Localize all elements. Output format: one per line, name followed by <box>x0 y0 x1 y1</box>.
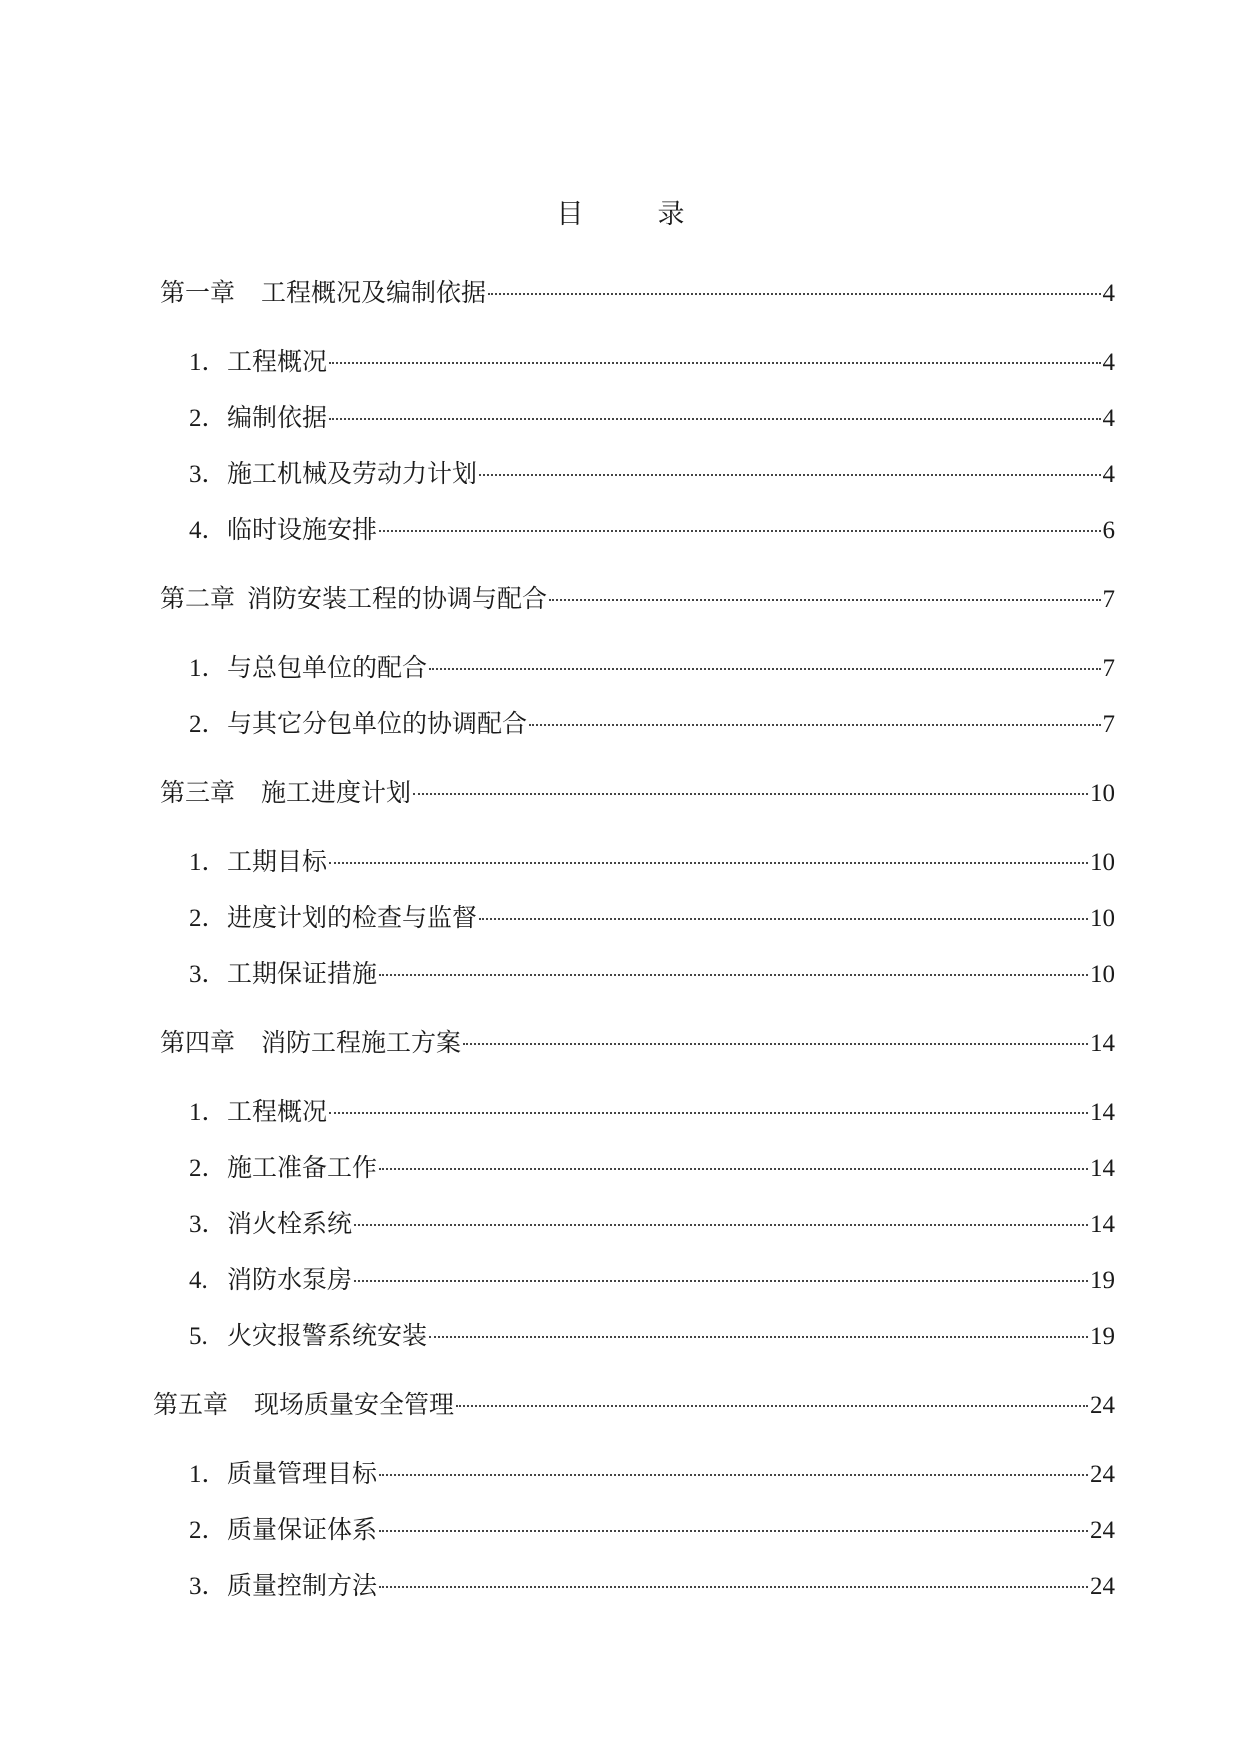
page-number: 14 <box>1090 1211 1115 1238</box>
dot-leader <box>463 1043 1088 1045</box>
section-number: 3． <box>189 461 227 488</box>
toc-title-right: 录 <box>657 199 685 230</box>
page-number: 4 <box>1102 349 1115 376</box>
section-title: 消火栓系统 <box>227 1209 353 1238</box>
dot-leader <box>379 1530 1088 1532</box>
section-title: 工期保证措施 <box>227 959 378 988</box>
page-number: 6 <box>1102 517 1115 544</box>
chapter-title: 现场质量安全管理 <box>254 1390 455 1419</box>
toc-chapter-3[interactable] <box>160 776 1115 810</box>
section-title: 工程概况 <box>227 347 328 376</box>
toc-section-4-1[interactable] <box>189 1095 1115 1129</box>
page-number: 24 <box>1090 1392 1115 1419</box>
chapter-title: 消防工程施工方案 <box>261 1028 462 1057</box>
section-number: 5. <box>189 1323 208 1350</box>
section-number: 2． <box>189 905 227 932</box>
page-number: 7 <box>1102 655 1115 682</box>
page-number: 7 <box>1102 711 1115 738</box>
dot-leader <box>379 1474 1088 1476</box>
chapter-title: 消防安装工程的协调与配合 <box>247 584 548 613</box>
toc-section-1-2[interactable] <box>189 401 1115 435</box>
page-number: 24 <box>1090 1517 1115 1544</box>
section-title: 临时设施安排 <box>227 515 378 544</box>
page-number: 24 <box>1090 1573 1115 1600</box>
toc-chapter-5[interactable] <box>153 1388 1115 1422</box>
page-number: 14 <box>1090 1155 1115 1182</box>
dot-leader <box>529 724 1100 726</box>
toc-section-2-2[interactable] <box>189 707 1115 741</box>
dot-leader <box>329 1112 1088 1114</box>
toc-section-5-3[interactable] <box>189 1569 1115 1603</box>
section-title: 质量控制方法 <box>227 1571 378 1600</box>
toc-section-2-1[interactable] <box>189 651 1115 685</box>
section-number: 2． <box>189 711 227 738</box>
toc-section-1-4[interactable] <box>189 513 1115 547</box>
chapter-title: 施工进度计划 <box>261 778 412 807</box>
page-number: 10 <box>1090 905 1115 932</box>
toc-section-1-1[interactable] <box>189 345 1115 379</box>
dot-leader <box>329 418 1100 420</box>
toc-section-4-3[interactable] <box>189 1207 1115 1241</box>
section-number: 4. <box>189 1267 208 1294</box>
section-title: 施工机械及劳动力计划 <box>227 459 478 488</box>
dot-leader <box>379 530 1100 532</box>
toc-section-3-2[interactable] <box>189 901 1115 935</box>
section-number: 3． <box>189 1573 227 1600</box>
dot-leader <box>379 1168 1088 1170</box>
dot-leader <box>488 293 1100 295</box>
dot-leader <box>456 1405 1088 1407</box>
chapter-number: 第四章 <box>160 1028 236 1057</box>
chapter-number: 第二章 <box>160 584 236 613</box>
dot-leader <box>429 668 1100 670</box>
dot-leader <box>329 862 1088 864</box>
dot-leader <box>429 1336 1088 1338</box>
page-number: 10 <box>1090 849 1115 876</box>
chapter-number: 第五章 <box>153 1390 229 1419</box>
toc-section-4-5[interactable] <box>189 1319 1115 1353</box>
section-number: 4． <box>189 517 227 544</box>
dot-leader <box>354 1280 1088 1282</box>
page-number: 14 <box>1090 1099 1115 1126</box>
page-number: 19 <box>1090 1267 1115 1294</box>
section-title: 工程概况 <box>227 1097 328 1126</box>
toc-section-4-4[interactable] <box>189 1263 1115 1297</box>
section-number: 1． <box>189 1099 227 1126</box>
page-number: 7 <box>1102 586 1115 613</box>
section-title: 编制依据 <box>227 403 328 432</box>
toc-section-5-1[interactable] <box>189 1457 1115 1491</box>
toc-chapter-4[interactable] <box>160 1026 1115 1060</box>
page-number: 10 <box>1090 961 1115 988</box>
toc-section-1-3[interactable] <box>189 457 1115 491</box>
dot-leader <box>549 599 1100 601</box>
section-number: 2． <box>189 405 227 432</box>
section-number: 1． <box>189 849 227 876</box>
page-number: 4 <box>1102 461 1115 488</box>
toc-title <box>0 192 1241 231</box>
toc-section-5-2[interactable] <box>189 1513 1115 1547</box>
page-number: 24 <box>1090 1461 1115 1488</box>
section-number: 1． <box>189 349 227 376</box>
toc-section-3-3[interactable] <box>189 957 1115 991</box>
dot-leader <box>354 1224 1088 1226</box>
section-number: 1． <box>189 655 227 682</box>
section-number: 3． <box>189 961 227 988</box>
page-number: 10 <box>1090 780 1115 807</box>
section-title: 质量管理目标 <box>227 1459 378 1488</box>
toc-title-left: 目 <box>556 199 584 230</box>
dot-leader <box>379 974 1088 976</box>
section-title: 进度计划的检查与监督 <box>227 903 478 932</box>
dot-leader <box>479 918 1088 920</box>
dot-leader <box>413 793 1088 795</box>
toc-section-4-2[interactable] <box>189 1151 1115 1185</box>
section-title: 与总包单位的配合 <box>227 653 428 682</box>
page-number: 4 <box>1102 405 1115 432</box>
section-title: 火灾报警系统安装 <box>227 1321 428 1350</box>
toc-chapter-1[interactable] <box>160 276 1115 310</box>
page-number: 19 <box>1090 1323 1115 1350</box>
chapter-number: 第三章 <box>160 778 236 807</box>
page-number: 14 <box>1090 1030 1115 1057</box>
dot-leader <box>479 474 1100 476</box>
page-number: 4 <box>1102 280 1115 307</box>
dot-leader <box>329 362 1100 364</box>
chapter-number: 第一章 <box>160 278 236 307</box>
section-number: 2． <box>189 1155 227 1182</box>
section-number: 2． <box>189 1517 227 1544</box>
toc-section-3-1[interactable] <box>189 845 1115 879</box>
chapter-title: 工程概况及编制依据 <box>261 278 487 307</box>
section-title: 施工准备工作 <box>227 1153 378 1182</box>
section-number: 3． <box>189 1211 227 1238</box>
section-title: 与其它分包单位的协调配合 <box>227 709 528 738</box>
section-title: 工期目标 <box>227 847 328 876</box>
section-title: 质量保证体系 <box>227 1515 378 1544</box>
dot-leader <box>379 1586 1088 1588</box>
section-number: 1． <box>189 1461 227 1488</box>
section-title: 消防水泵房 <box>227 1265 353 1294</box>
toc-chapter-2[interactable] <box>160 582 1115 616</box>
